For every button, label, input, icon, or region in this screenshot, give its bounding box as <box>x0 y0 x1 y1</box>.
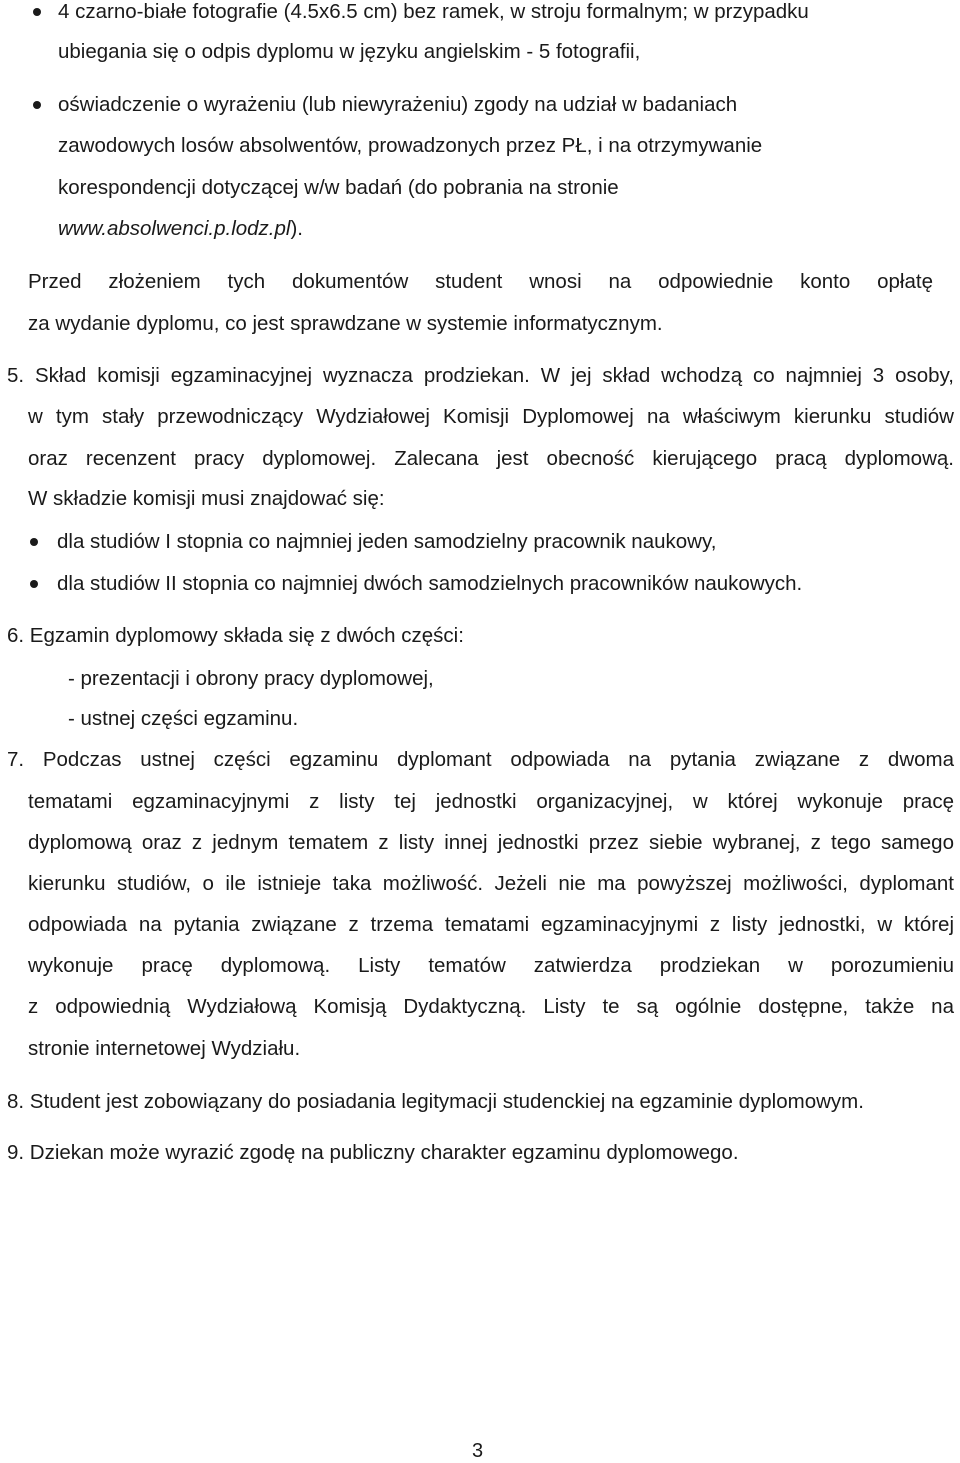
bullet-consent-line-3: korespondencji dotyczącej w/w badań (do pobrania na stronie <box>58 176 619 199</box>
bullet-consent-line-2: zawodowych losów absolwentów, prowadzonych przez PŁ, i na otrzymywanie <box>58 134 763 157</box>
bullet-dot <box>30 580 38 588</box>
absolwenci-link[interactable]: www.absolwenci.p.lodz.pl <box>58 217 291 240</box>
item9: 9. Dziekan może wyrazić zgodę na publiczny charakter egzaminu dyplomowego. <box>7 1141 739 1164</box>
item8: 8. Student jest zobowiązany do posiadania legitymacji studenckiej na egzaminie dyplomowym. <box>7 1090 864 1113</box>
page-number: 3 <box>472 1440 484 1462</box>
item7-line-3: dyplomową oraz z jednym tematem z listy innej jednostki przez siebie wybranej, z tego samego <box>28 831 954 854</box>
item7-line-6: wykonuje pracę dyplomową. Listy tematów zatwierdza prodziekan w porozumieniu <box>28 954 954 977</box>
bullet-consent-line-1: oświadczenie o wyrażeniu (lub niewyrażeniu) zgody na udział w badaniach <box>58 93 738 116</box>
item5-bullet-1: dla studiów I stopnia co najmniej jeden samodzielny pracownik naukowy, <box>57 530 717 553</box>
item5-line-4: W składzie komisji musi znajdować się: <box>28 487 385 510</box>
bullet-photos-line-1: 4 czarno-białe fotografie (4.5x6.5 cm) bez ramek, w stroju formalnym; w przypadku <box>58 0 809 23</box>
item5-line-2: w tym stały przewodniczący Wydziałowej Komisji Dyplomowej na właściwym kierunku studiów <box>28 405 954 428</box>
bullet-consent-line-4 <box>58 217 303 241</box>
bullet-photos-line-2: ubiegania się o odpis dyplomu w języku angielskim - 5 fotografii, <box>58 40 641 63</box>
item7-line-5: odpowiada na pytania związane z trzema tematami egzaminacyjnymi z listy jednostki, w której <box>28 913 954 936</box>
bullet-dot <box>30 538 38 546</box>
fee-paragraph-line-1: Przed złożeniem tych dokumentów student wnosi na odpowiednie konto opłatę <box>28 270 933 293</box>
bullet-dot <box>33 101 41 109</box>
bullet-dot <box>33 8 41 16</box>
item6-part-1: - prezentacji i obrony pracy dyplomowej, <box>68 667 434 690</box>
link-closing: ). <box>290 217 303 240</box>
fee-paragraph-line-2: za wydanie dyplomu, co jest sprawdzane w systemie informatycznym. <box>28 312 663 335</box>
item7-line-8: stronie internetowej Wydziału. <box>28 1037 301 1060</box>
item5-bullet-2: dla studiów II stopnia co najmniej dwóch samodzielnych pracowników naukowych. <box>57 572 803 595</box>
item5-line-3: oraz recenzent pracy dyplomowej. Zalecana jest obecność kierującego pracą dyplomową. <box>28 447 954 470</box>
item7-line-7: z odpowiednią Wydziałową Komisją Dydaktyczną. Listy te są ogólnie dostępne, także na <box>28 995 954 1018</box>
item7-line-2: tematami egzaminacyjnymi z listy tej jednostki organizacyjnej, w której wykonuje pracę <box>28 790 954 813</box>
item5-line-1: 5. Skład komisji egzaminacyjnej wyznacza prodziekan. W jej skład wchodzą co najmniej 3 osoby, <box>7 364 954 387</box>
item7-line-4: kierunku studiów, o ile istnieje taka możliwość. Jeżeli nie ma powyższej możliwości, dyplomant <box>28 872 954 895</box>
item6-title: 6. Egzamin dyplomowy składa się z dwóch części: <box>7 624 464 647</box>
item6-part-2: - ustnej części egzaminu. <box>68 707 299 730</box>
item7-line-1: 7. Podczas ustnej części egzaminu dyplomant odpowiada na pytania związane z dwoma <box>7 748 954 771</box>
